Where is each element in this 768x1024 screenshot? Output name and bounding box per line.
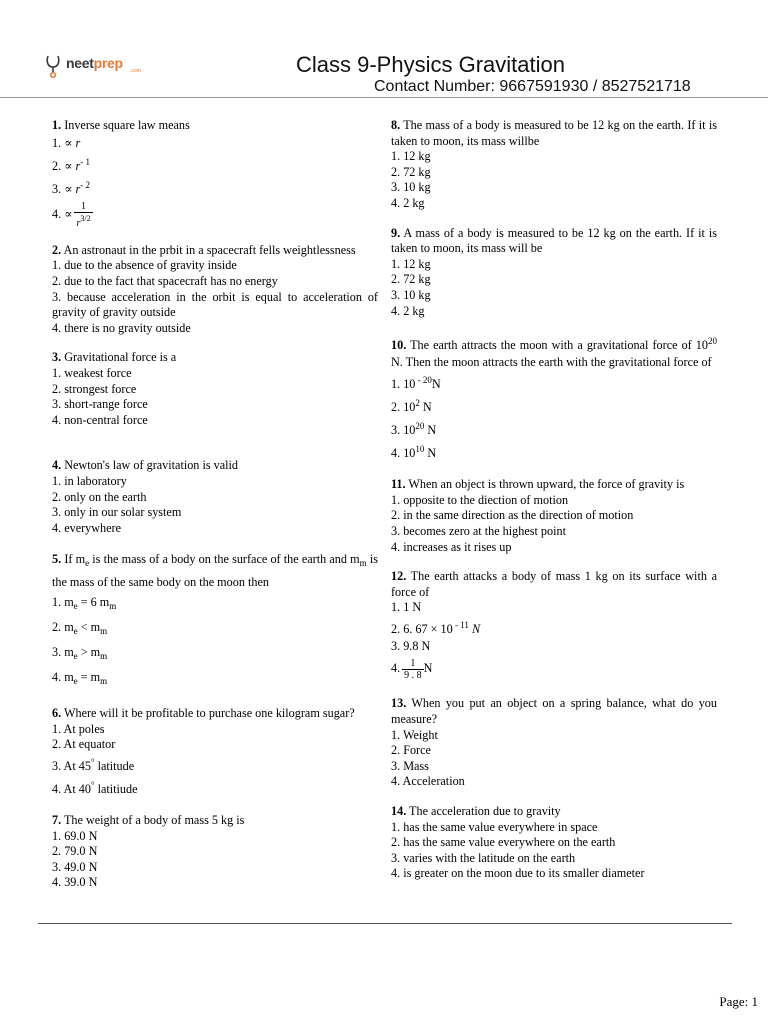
option-1: 1. 10 $^{- 20}$N bbox=[391, 375, 441, 392]
option-2: 2. ∝ $r^{- 1}$ bbox=[52, 156, 90, 173]
logo-wordmark: neetprep bbox=[66, 55, 123, 71]
option-1: 1. Weight bbox=[391, 727, 438, 742]
question-4: 4. Newton's law of gravitation is valid 1. in laboratory 2. only on the earth 3. only in our solar system 4. everywhere bbox=[52, 458, 378, 536]
contact-number: Contact Number: 9667591930 / 8527521718 bbox=[374, 78, 691, 95]
neetprep-logo bbox=[44, 52, 144, 82]
left-column bbox=[52, 118, 378, 891]
option-3: 3. 10 kg bbox=[391, 287, 431, 302]
option-3: 3. 10 kg bbox=[391, 180, 431, 195]
option-3: 3. 9.8 N bbox=[391, 638, 431, 653]
option-4: 4. 39.0 N bbox=[52, 875, 98, 890]
question-2: 2. An astronaut in the prbit in a spacecraft fells weightlessness 1. due to the absence of gravity inside 2. due to the fact that spacecraft has no energy 3. because acceleration in the orbit is equal to acceleration of gravity of gravity outside 4. there is no gravity outside bbox=[52, 242, 378, 335]
option-3: 3. ∝ $r^{- 2}$ bbox=[52, 179, 90, 196]
option-4: 4. At 40° latitiude bbox=[52, 780, 138, 797]
question-8: 8. The mass of a body is measured to be 12 kg on the earth. If it is taken to moon, its mass willbe 1. 12 kg 2. 72 kg 3. 10 kg 4. 2 kg bbox=[391, 118, 717, 210]
document-title: Class 9-Physics Gravitation bbox=[296, 52, 565, 77]
option-1: 1. has the same value everywhere in space bbox=[391, 819, 598, 834]
option-4: 4. $\frac{1}{9 . 8}$ N bbox=[391, 658, 433, 682]
option-2: 2. due to the fact that spacecraft has no energy bbox=[52, 273, 278, 288]
stethoscope-icon bbox=[44, 54, 64, 78]
option-1: 1. $m_e = 6$ $m_m$ bbox=[52, 595, 117, 612]
question-9: 9. A mass of a body is measured to be 12 kg on the earth. If it is taken to moon, its mass will be 1. 12 kg 2. 72 kg 3. 10 kg 4. 2 kg bbox=[391, 225, 717, 318]
option-1: 1. ∝ r bbox=[52, 135, 81, 150]
option-1: 1. 1 N bbox=[391, 600, 422, 615]
option-3: 3. only in our solar system bbox=[52, 505, 182, 520]
option-3: 3. short-range force bbox=[52, 397, 148, 412]
option-1: 1. 12 kg bbox=[391, 149, 431, 164]
option-3: 3. becomes zero at the highest point bbox=[391, 523, 566, 538]
logo-domain: .com bbox=[130, 68, 141, 74]
question-10: 10. The earth attracts the moon with a gravitational force of $10^{20}$ N. Then the moon attracts the earth with the gravitational force of 1. 10 $^{- 20}$N 2. $10^2$ N 3. $10^{20}$ N 4. $10^{10}$ N bbox=[391, 333, 717, 463]
option-2: 2. has the same value everywhere on the earth bbox=[391, 835, 616, 850]
question-6: 6. Where will it be profitable to purchase one kilogram sugar? 1. At poles 2. At equator 3. At 45° latitude 4. At 40° latitiude bbox=[52, 706, 378, 799]
option-4: 4. is greater on the moon due to its smaller diameter bbox=[391, 866, 645, 881]
option-2: 2. in the same direction as the direction of motion bbox=[391, 508, 634, 523]
question-11: 11. When an object is thrown upward, the force of gravity is 1. opposite to the diection of motion 2. in the same direction as the direction of motion 3. becomes zero at the highest point 4. increases as it rises up bbox=[391, 477, 717, 555]
option-4: 4. non-central force bbox=[52, 412, 148, 427]
option-1: 1. weakest force bbox=[52, 365, 132, 380]
option-2: 2. Force bbox=[391, 743, 431, 758]
option-1: 1. At poles bbox=[52, 721, 105, 736]
option-3: 3. Mass bbox=[391, 758, 429, 773]
option-1: 1. 69.0 N bbox=[52, 828, 98, 843]
question-13: 13. When you put an object on a spring balance, what do you measure? 1. Weight 2. Force 3. Mass 4. Acceleration bbox=[391, 696, 717, 789]
option-2: 2. only on the earth bbox=[52, 489, 147, 504]
option-2: 2. $10^2$ N bbox=[391, 398, 432, 415]
option-4: 4. Acceleration bbox=[391, 774, 465, 789]
question-14: 14. The acceleration due to gravity 1. has the same value everywhere in space 2. has the same value everywhere on the earth 3. varies with the latitude on the earth 4. is greater on the moon due to its smaller diameter bbox=[391, 804, 717, 882]
page-header bbox=[0, 0, 768, 100]
option-4: 4. $m_e = m_m$ bbox=[52, 670, 108, 687]
option-2: 2. 79.0 N bbox=[52, 844, 98, 859]
option-1: 1. due to the absence of gravity inside bbox=[52, 258, 237, 273]
option-2: 2. 6. 67 × 10 $^{- 11}$ N bbox=[391, 619, 481, 636]
right-column bbox=[391, 118, 717, 882]
option-2: 2. 72 kg bbox=[391, 272, 431, 287]
option-3: 3. At 45° latitude bbox=[52, 757, 135, 774]
question-1: 1. Inverse square law means 1. ∝ r 2. ∝ $r^{- 1}$ 3. ∝ $r^{- 2}$ 4. ∝ $\frac{1}{r^{3/2}}$ bbox=[52, 118, 378, 229]
question-7: 7. The weight of a body of mass 5 kg is 1. 69.0 N 2. 79.0 N 3. 49.0 N 4. 39.0 N bbox=[52, 813, 378, 891]
page-number: Page: 1 bbox=[719, 994, 758, 1009]
option-2: 2. At equator bbox=[52, 737, 116, 752]
option-3: 3. 49.0 N bbox=[52, 859, 98, 874]
header-divider bbox=[0, 97, 768, 98]
option-1: 1. opposite to the diection of motion bbox=[391, 492, 569, 507]
option-3: 3. because acceleration in the orbit is equal to acceleration of gravity of gravity outside bbox=[52, 289, 378, 320]
option-2: 2. $m_e < m_m$ bbox=[52, 620, 108, 637]
option-4: 4. there is no gravity outside bbox=[52, 320, 191, 335]
option-4: 4. ∝ $\frac{1}{r^{3/2}}$ bbox=[52, 200, 91, 229]
option-4: 4. increases as it rises up bbox=[391, 539, 512, 554]
footer-divider bbox=[38, 923, 732, 924]
option-4: 4. 2 kg bbox=[391, 195, 425, 210]
option-2: 2. 72 kg bbox=[391, 164, 431, 179]
option-4: 4. $10^{10}$ N bbox=[391, 444, 437, 461]
question-3: 3. Gravitational force is a 1. weakest force 2. strongest force 3. short-range force 4. non-central force bbox=[52, 350, 378, 428]
question-5: 5. If $m_e$ is the mass of a body on the surface of the earth and $m_m$ is the mass of the same body on the moon then 1. $m_e = 6$ $m_m$ 2. $m_e < m_m$ 3. $m_e > m_m$ 4. $m_e = m_m$ bbox=[52, 550, 378, 692]
option-1: 1. in laboratory bbox=[52, 473, 127, 488]
option-4: 4. everywhere bbox=[52, 520, 122, 535]
option-1: 1. 12 kg bbox=[391, 256, 431, 271]
option-4: 4. 2 kg bbox=[391, 303, 425, 318]
option-3: 3. $10^{20}$ N bbox=[391, 421, 437, 438]
question-12: 12. The earth attacks a body of mass 1 kg on its surface with a force of 1. 1 N 2. 6. 67 × 10 $^{- 11}$ N 3. 9.8 N 4. $\frac{1}{9 . 8}$ N bbox=[391, 569, 717, 682]
option-2: 2. strongest force bbox=[52, 381, 137, 396]
option-3: 3. $m_e > m_m$ bbox=[52, 645, 108, 662]
option-3: 3. varies with the latitude on the earth bbox=[391, 850, 576, 865]
